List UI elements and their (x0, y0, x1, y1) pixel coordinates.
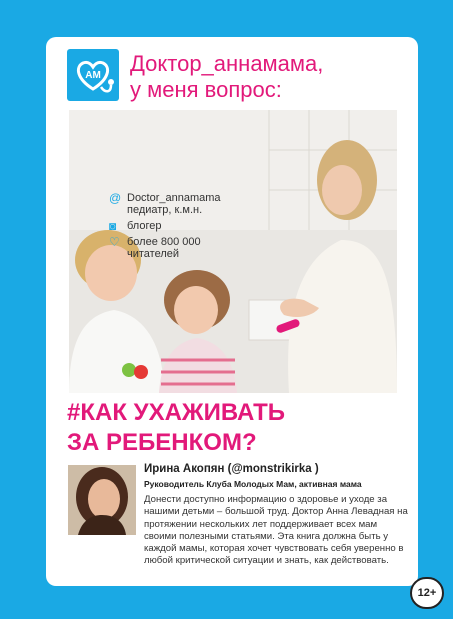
doctor-logo (67, 49, 119, 101)
instagram-icon: ◙ (109, 219, 117, 233)
heart-icon: ♡ (109, 235, 120, 249)
info-text: Doctor_annamama педиатр, к.м.н. (127, 192, 221, 216)
info-text: блогер (127, 220, 162, 232)
info-item (109, 192, 221, 216)
cover-photo (69, 110, 397, 393)
info-text: более 800 000 читателей (127, 236, 201, 260)
author-info-list (109, 192, 221, 264)
info-item (109, 220, 221, 232)
logo-monogram: АМ (85, 70, 101, 81)
reviewer-portrait (68, 465, 136, 535)
book-headline: #КАК УХАЖИВАТЬ ЗА РЕБЕНКОМ? (67, 399, 286, 456)
info-item (109, 236, 221, 260)
review-blurb: Донести доступно информацию о здоровье и уходе за нашими детьми – большой труд. Доктор Анна Левадная на протяжении нескольких лет поддерживает всех мам своими полезными статьями. Эта книга должна быть у каждой мамы, которая хочет чувствовать себя уверенно в любой критической ситуации и знать, как действовать. (144, 494, 408, 567)
reviewer-photo (68, 465, 136, 535)
at-icon: @ (109, 191, 122, 205)
age-rating-badge: 12+ (410, 577, 444, 609)
reviewer-role: Руководитель Клуба Молодых Мам, активная мама (144, 479, 362, 489)
cover-title: Доктор_аннамама, у меня вопрос: (130, 51, 324, 102)
book-cover-card (46, 37, 418, 586)
stethoscope-heart-icon (67, 49, 119, 101)
reviewer-name: Ирина Акопян (@monstrikirka ) (144, 463, 319, 475)
